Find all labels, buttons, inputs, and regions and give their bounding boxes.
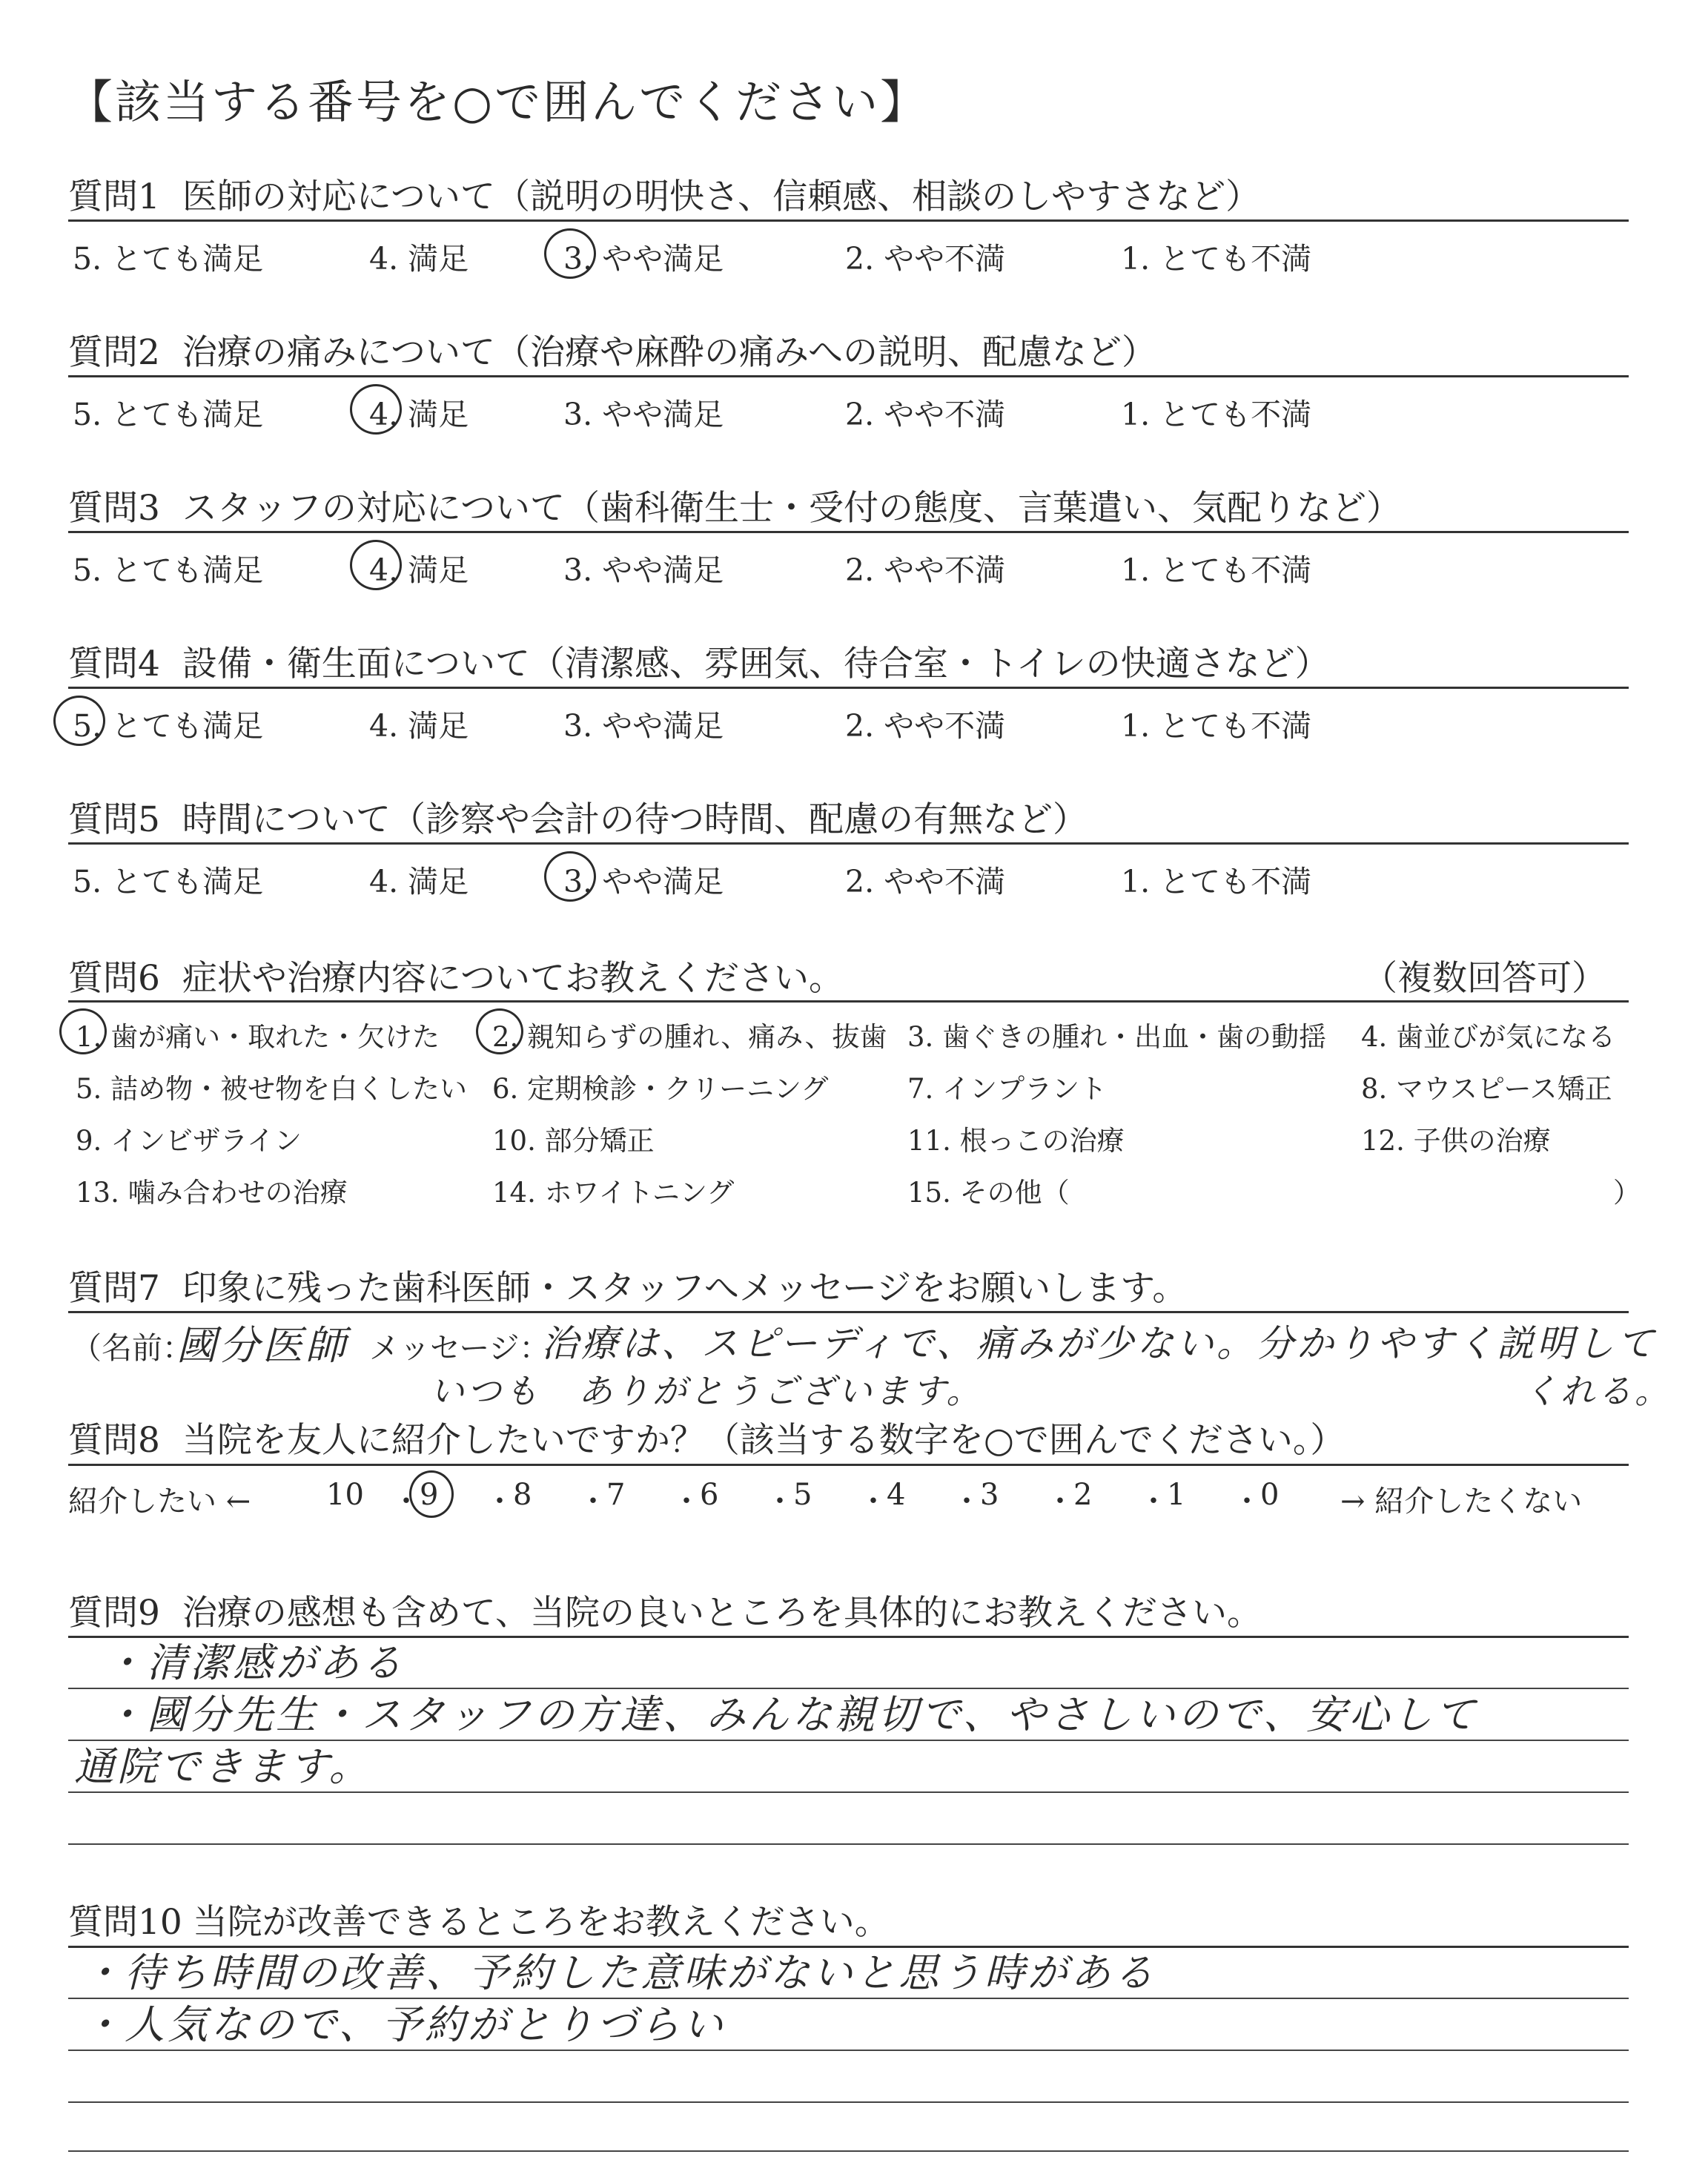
question-number: 質問2 <box>68 332 160 373</box>
question-text: 医師の対応について（説明の明快さ、信頼感、相談のしやすさなど） <box>182 176 1261 217</box>
scale-separator: ・ <box>578 1484 608 1519</box>
question-text: 治療の感想も含めて、当院の良いところを具体的にお教えください。 <box>182 1593 1262 1634</box>
divider <box>68 375 1629 377</box>
rating-option[interactable]: 2. やや不満 <box>845 864 1006 899</box>
rating-option[interactable]: 5. とても満足 <box>73 552 264 588</box>
scale-value[interactable]: 3 <box>980 1478 999 1512</box>
rating-option[interactable]: 4. 満足 <box>369 397 469 432</box>
selection-circle <box>544 228 596 279</box>
rating-option[interactable]: 1. とても不満 <box>1121 864 1312 899</box>
symptom-option[interactable]: 2. 親知らずの腫れ、痛み、抜歯 <box>492 1021 887 1053</box>
scale-value[interactable]: 10 <box>326 1478 364 1512</box>
message-label: メッセージ： <box>369 1330 550 1366</box>
name-value[interactable]: 國分医師 <box>176 1322 348 1369</box>
scale-right-label: → 紹介したくない <box>1340 1484 1583 1519</box>
selection-circle <box>350 384 402 435</box>
symptom-option[interactable]: 10. 部分矯正 <box>492 1125 655 1157</box>
rating-option[interactable]: 5. とても満足 <box>73 397 264 432</box>
question-number: 質問10 <box>68 1902 182 1943</box>
symptom-option[interactable]: 3. 歯ぐきの腫れ・出血・歯の動揺 <box>907 1021 1327 1053</box>
question-10-heading <box>68 1895 890 1944</box>
q10-answer-2[interactable]: ・人気なので、予約がとりづらい <box>82 2001 726 2048</box>
divider <box>68 1311 1629 1313</box>
scale-value[interactable]: 2 <box>1073 1478 1093 1512</box>
scale-separator: ・ <box>672 1484 701 1519</box>
scale-left-label: 紹介したい ← <box>68 1484 251 1519</box>
symptom-option[interactable]: 7. インプラント <box>907 1073 1108 1105</box>
symptom-option[interactable]: 14. ホワイトニング <box>492 1177 735 1209</box>
scale-value[interactable]: 1 <box>1167 1478 1186 1512</box>
page-title: 【該当する番号を○で囲んでください】 <box>67 75 929 129</box>
selection-circle <box>544 851 596 902</box>
rating-option[interactable]: 3. やや満足 <box>563 864 724 899</box>
scale-separator: ・ <box>485 1484 514 1519</box>
symptom-option[interactable]: 15. その他（ <box>907 1177 1070 1209</box>
question-number: 質問4 <box>68 644 160 684</box>
rating-option[interactable]: 3. やや満足 <box>563 552 724 588</box>
message-line-1[interactable]: 治療は、スピーディで、痛みが少ない。分かりやすく説明して <box>541 1322 1657 1365</box>
scale-value[interactable]: 9 <box>420 1478 439 1512</box>
rating-option[interactable]: 1. とても不満 <box>1121 241 1312 277</box>
other-close-paren: ） <box>1613 1177 1641 1209</box>
question-number: 質問7 <box>68 1268 160 1309</box>
question-number: 質問5 <box>68 799 160 840</box>
selection-circle <box>409 1470 454 1518</box>
message-line-3[interactable]: くれる。 <box>1523 1371 1672 1411</box>
question-1-heading <box>68 169 1260 219</box>
q9-answer-1[interactable]: ・清潔感がある <box>104 1639 405 1686</box>
symptom-option[interactable]: 1. 歯が痛い・取れた・欠けた <box>76 1021 440 1053</box>
question-text: 当院を友人に紹介したいですか？（該当する数字を○で囲んでください。） <box>182 1420 1345 1461</box>
rating-option[interactable]: 2. やや不満 <box>845 708 1006 744</box>
selection-circle <box>350 540 402 590</box>
selection-circle <box>476 1008 523 1054</box>
question-7-heading <box>68 1261 1187 1310</box>
rating-option[interactable]: 3. やや満足 <box>563 241 724 277</box>
rating-option[interactable]: 5. とても満足 <box>73 241 264 277</box>
question-text: 症状や治療内容についてお教えください。 <box>182 958 844 999</box>
question-number: 質問9 <box>68 1593 160 1634</box>
answer-line <box>68 2101 1629 2103</box>
rating-option[interactable]: 4. 満足 <box>369 708 469 744</box>
scale-value[interactable]: 5 <box>793 1478 812 1512</box>
scale-separator: ・ <box>765 1484 795 1519</box>
symptom-option[interactable]: 11. 根っこの治療 <box>907 1125 1125 1157</box>
scale-separator: ・ <box>1139 1484 1168 1519</box>
question-text: 印象に残った歯科医師・スタッフへメッセージをお願いします。 <box>182 1268 1188 1309</box>
question-text: 設備・衛生面について（清潔感、雰囲気、待合室・トイレの快適さなど） <box>182 644 1330 684</box>
rating-option[interactable]: 4. 満足 <box>369 864 469 899</box>
symptom-option[interactable]: 4. 歯並びが気になる <box>1361 1021 1616 1053</box>
question-text: 治療の痛みについて（治療や麻酔の痛みへの説明、配慮など） <box>182 332 1157 373</box>
message-line-2[interactable]: いつも ありがとうございます。 <box>430 1371 984 1411</box>
question-8-heading <box>68 1413 1345 1462</box>
symptom-option[interactable]: 12. 子供の治療 <box>1361 1125 1551 1157</box>
answer-line <box>68 2150 1629 2152</box>
divider <box>68 1000 1629 1003</box>
scale-separator: ・ <box>391 1484 421 1519</box>
symptom-option[interactable]: 13. 噛み合わせの治療 <box>76 1177 348 1209</box>
question-number: 質問1 <box>68 176 160 217</box>
rating-option[interactable]: 4. 満足 <box>369 241 469 277</box>
selection-circle <box>53 696 105 746</box>
name-label: （名前： <box>71 1330 193 1366</box>
symptom-option[interactable]: 6. 定期検診・クリーニング <box>492 1073 829 1105</box>
rating-option[interactable]: 2. やや不満 <box>845 552 1006 588</box>
symptom-option[interactable]: 5. 詰め物・被せ物を白くしたい <box>76 1073 468 1105</box>
rating-option[interactable]: 3. やや満足 <box>563 708 724 744</box>
question-text: スタッフの対応について（歯科衛生士・受付の態度、言葉遣い、気配りなど） <box>182 488 1401 529</box>
question-2-heading <box>68 325 1156 374</box>
q9-answer-3[interactable]: 通院できます。 <box>74 1743 372 1790</box>
question-number: 質問6 <box>68 958 160 999</box>
symptom-option[interactable]: 9. インビザライン <box>76 1125 302 1157</box>
rating-option[interactable]: 1. とても不満 <box>1121 397 1312 432</box>
scale-value[interactable]: 4 <box>887 1478 906 1512</box>
question-number: 質問8 <box>68 1420 160 1461</box>
divider <box>68 219 1629 222</box>
q10-answer-1[interactable]: ・待ち時間の改善、予約した意味がないと思う時がある <box>82 1949 1156 1996</box>
divider <box>68 687 1629 689</box>
scale-value[interactable]: 8 <box>513 1478 532 1512</box>
rating-option[interactable]: 1. とても不満 <box>1121 708 1312 744</box>
scale-value[interactable]: 7 <box>606 1478 626 1512</box>
question-9-heading <box>68 1585 1262 1635</box>
q9-answer-2[interactable]: ・國分先生・スタッフの方達、みんな親切で、やさしいので、安心して <box>104 1691 1478 1738</box>
divider <box>68 1464 1629 1466</box>
question-text: 時間について（診察や会計の待つ時間、配慮の有無など） <box>182 799 1088 840</box>
question-4-heading <box>68 636 1330 686</box>
rating-option[interactable]: 5. とても満足 <box>73 708 264 744</box>
scale-separator: ・ <box>952 1484 982 1519</box>
rating-option[interactable]: 5. とても満足 <box>73 864 264 899</box>
rating-option[interactable]: 4. 満足 <box>369 552 469 588</box>
scale-separator: ・ <box>1232 1484 1262 1519</box>
selection-circle <box>59 1008 107 1054</box>
answer-line <box>68 1843 1629 1845</box>
symptom-option[interactable]: 8. マウスピース矯正 <box>1361 1073 1612 1105</box>
question-6-heading <box>68 951 844 1000</box>
scale-separator: ・ <box>1045 1484 1075 1519</box>
multi-answer-note: （複数回答可） <box>1363 958 1606 999</box>
rating-option[interactable]: 3. やや満足 <box>563 397 724 432</box>
question-3-heading <box>68 480 1401 530</box>
scale-value[interactable]: 0 <box>1260 1478 1280 1512</box>
rating-option[interactable]: 2. やや不満 <box>845 397 1006 432</box>
rating-option[interactable]: 2. やや不満 <box>845 241 1006 277</box>
scale-value[interactable]: 6 <box>700 1478 719 1512</box>
question-text: 当院が改善できるところをお教えください。 <box>192 1902 890 1943</box>
rating-option[interactable]: 1. とても不満 <box>1121 552 1312 588</box>
divider <box>68 842 1629 845</box>
divider <box>68 531 1629 533</box>
question-5-heading <box>68 792 1088 842</box>
question-number: 質問3 <box>68 488 160 529</box>
scale-separator: ・ <box>858 1484 888 1519</box>
